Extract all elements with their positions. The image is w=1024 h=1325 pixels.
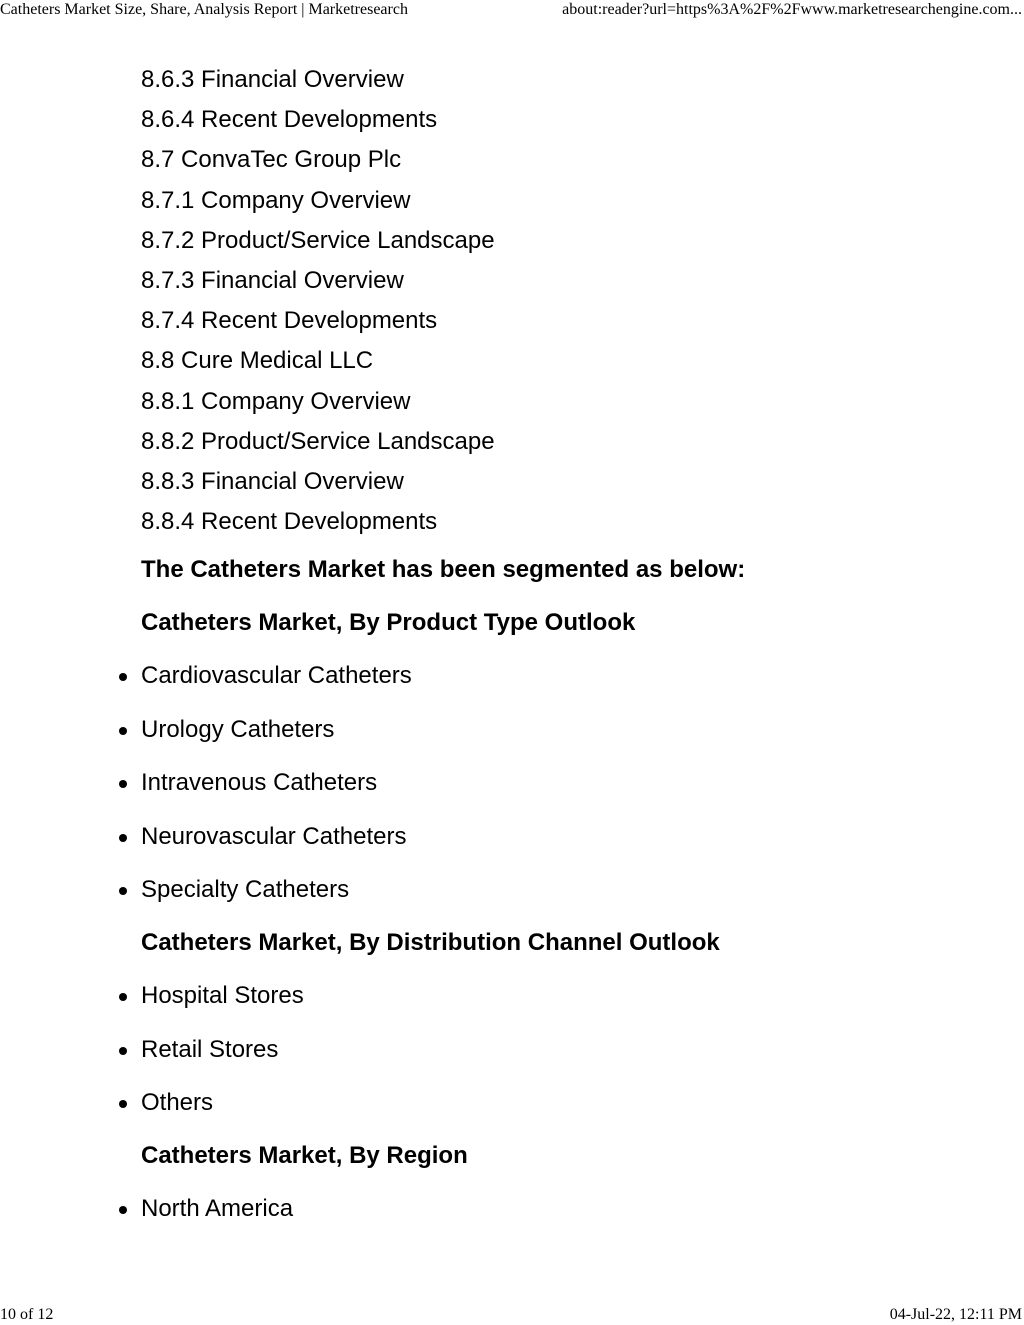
list-item: Retail Stores [141,1023,981,1077]
toc-item: 8.8.4 Recent Developments [141,508,438,536]
list-item: Specialty Catheters [141,863,981,917]
print-header [0,0,1024,22]
bullet-icon [119,993,127,1001]
list-item: Urology Catheters [141,703,981,757]
region-heading: Catheters Market, By Region [141,1141,468,1169]
article-content [141,60,981,1236]
list-item: North America [141,1182,981,1236]
print-footer [0,1305,1024,1325]
toc-item: 8.7.4 Recent Developments [141,307,438,335]
bullet-icon [119,1100,127,1108]
bullet-icon [119,673,127,681]
toc-item: 8.8.1 Company Overview [141,387,411,415]
bullet-icon [119,1206,127,1214]
product-type-list [141,649,981,917]
bullet-icon [119,887,127,895]
page-number: 10 of 12 [0,1306,54,1323]
list-item: Others [141,1076,981,1130]
toc-item: 8.6.3 Financial Overview [141,66,404,93]
bullet-icon [119,727,127,735]
toc-item: 8.7 ConvaTec Group Plc [141,146,402,174]
distribution-channel-list [141,969,981,1130]
toc-item: 8.7.2 Product/Service Landscape [141,226,495,254]
print-timestamp: 04-Jul-22, 12:11 PM [889,1306,1022,1323]
toc-item: 8.8 Cure Medical LLC [141,347,374,375]
product-type-heading: Catheters Market, By Product Type Outlook [141,608,636,636]
region-list [141,1182,981,1236]
bullet-icon [119,834,127,842]
bullet-icon [119,780,127,788]
list-item: Intravenous Catheters [141,756,981,810]
toc-item: 8.6.4 Recent Developments [141,106,438,134]
list-item: Cardiovascular Catheters [141,649,981,703]
segmentation-heading: The Catheters Market has been segmented as below: [141,556,746,584]
toc-item: 8.7.1 Company Overview [141,186,411,214]
print-header-url: about:reader?url=https%3A%2F%2Fwww.marketresearchengine.com... [562,1,1022,18]
print-header-title: Catheters Market Size, Share, Analysis Report | Marketresearch [0,1,408,18]
distribution-channel-heading: Catheters Market, By Distribution Channel Outlook [141,928,720,956]
list-item: Hospital Stores [141,969,981,1023]
table-of-contents [141,60,981,542]
toc-item: 8.8.3 Financial Overview [141,467,404,495]
bullet-icon [119,1047,127,1055]
toc-item: 8.7.3 Financial Overview [141,266,404,294]
toc-item: 8.8.2 Product/Service Landscape [141,427,495,455]
list-item: Neurovascular Catheters [141,810,981,864]
